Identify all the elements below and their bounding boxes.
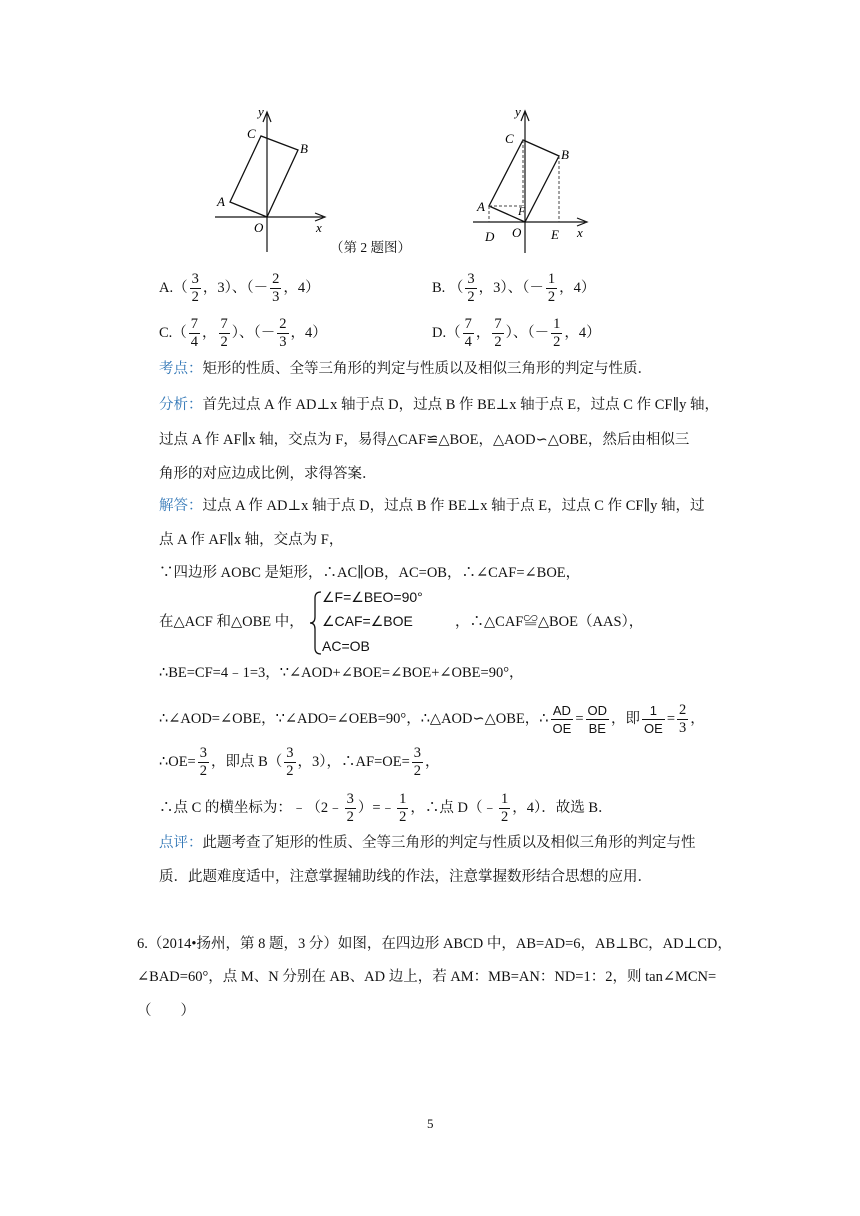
- fig1-label-x: x: [316, 220, 322, 235]
- fig1-label-b: B: [300, 141, 308, 156]
- option-d[interactable]: D.（ $\frac{7}{4}$ ， $\frac{7}{2}$ ）、（－ $\frac{1}{2}$ ，4）: [432, 316, 601, 350]
- fenxi-label: 分析：: [159, 397, 203, 413]
- kaodian-label: 考点：: [159, 361, 203, 377]
- fenxi-line-2: 过点 A 作 AF∥x 轴，交点为 F，易得△CAF≌△BOE，△AOD∽△OBE，然后由相似三: [159, 432, 690, 448]
- question-6-line-3: （ ）: [137, 1003, 195, 1019]
- dianping-label: 点评：: [159, 835, 203, 851]
- fig2-label-b: B: [561, 147, 569, 162]
- fig2-label-y: y: [515, 105, 521, 119]
- option-c[interactable]: C.（ $\frac{7}{4}$ ， $\frac{7}{2}$ ）、（－ $\frac{2}{3}$ ，4）: [159, 316, 327, 350]
- dianping-line-1: 点评：此题考查了矩形的性质、全等三角形的判定与性质以及相似三角形的判定与性: [159, 835, 696, 851]
- fig2-label-f: F: [518, 204, 526, 218]
- fig2-label-e: E: [551, 227, 559, 242]
- fig2-label-c: C: [505, 131, 514, 146]
- jieda-line-2: 点 A 作 AF∥x 轴，交点为 F，: [159, 532, 344, 548]
- jieda-line-6: ∴∠AOD=∠OBE，∵∠ADO=∠OEB=90°，∴△AOD∽△OBE，∴ $\frac{AD}{OE}$ = $\frac{OD}{BE}$ ，即 $\frac{1}{OE}$ = $\frac{2}{3}$ ，: [159, 702, 705, 736]
- page-number: 5: [427, 1116, 434, 1131]
- figure-2: [468, 105, 590, 255]
- jieda-line-4-post: ，∴△CAF≌△BOE（AAS），: [455, 614, 644, 630]
- option-b[interactable]: B. （ $\frac{3}{2}$ ，3）、（－ $\frac{1}{2}$ ，4）: [432, 271, 596, 305]
- jieda-line-4: 在△ACF 和△OBE 中，: [159, 614, 304, 630]
- dianping-line-2: 质．此题难度适中，注意掌握辅助线的作法，注意掌握数形结合思想的应用．: [159, 869, 652, 885]
- jieda-line-5: ∴BE=CF=4﹣1=3，∵∠AOD+∠BOE=∠BOE+∠OBE=90°，: [159, 665, 524, 681]
- option-a[interactable]: A.（ $\frac{3}{2}$ ，3）、（－ $\frac{2}{3}$ ，4）: [159, 271, 320, 305]
- figure-1: [195, 102, 330, 257]
- fenxi-line-3: 角形的对应边成比例，求得答案．: [159, 466, 377, 482]
- fig1-label-y: y: [258, 104, 264, 119]
- fig2-label-x: x: [577, 225, 583, 240]
- brace: [309, 590, 323, 656]
- jieda-line-3: ∵四边形 AOBC 是矩形，∴AC∥OB，AC=OB，∴∠CAF=∠BOE，: [159, 565, 581, 581]
- fig2-label-d: D: [485, 229, 495, 244]
- jieda-line-8: ∴点 C 的横坐标为：﹣（2﹣ $\frac{3}{2}$ ）=﹣ $\frac{1}{2}$ ，∴点 D（﹣ $\frac{1}{2}$ ，4）．故选 B．: [159, 791, 613, 825]
- system-eq-3: AC=OB: [322, 638, 370, 654]
- figure-caption: （第 2 题图）: [330, 240, 411, 255]
- question-6-line-2: ∠BAD=60°，点 M、N 分别在 AB、AD 边上，若 AM：MB=AN：ND=1：2，则 tan∠MCN=: [137, 969, 717, 985]
- jieda-line-7: ∴OE= $\frac{3}{2}$ ，即点 B（ $\frac{3}{2}$ ，3），∴AF=OE= $\frac{3}{2}$ ，: [159, 745, 440, 779]
- question-6-line-1: 6.（2014•扬州，第 8 题，3 分）如图，在四边形 ABCD 中，AB=AD=6，AB⊥BC，AD⊥CD，: [137, 936, 732, 952]
- fig2-label-o: O: [512, 225, 522, 240]
- fig2-label-a: A: [477, 199, 485, 214]
- system-eq-2: ∠CAF=∠BOE: [322, 613, 413, 629]
- kaodian: 考点：矩形的性质、全等三角形的判定与性质以及相似三角形的判定与性质．: [159, 361, 652, 377]
- jieda-line-1: 解答：过点 A 作 AD⊥x 轴于点 D，过点 B 作 BE⊥x 轴于点 E，过点 C 作 CF∥y 轴，过: [159, 498, 705, 514]
- fig1-label-o: O: [254, 220, 264, 235]
- fenxi-line-1: 分析：首先过点 A 作 AD⊥x 轴于点 D，过点 B 作 BE⊥x 轴于点 E，过点 C 作 CF∥y 轴，: [159, 397, 720, 413]
- system-eq-1: ∠F=∠BEO=90°: [322, 589, 423, 605]
- fig1-label-a: A: [217, 194, 225, 209]
- fig1-label-c: C: [247, 126, 256, 141]
- jieda-label: 解答：: [159, 498, 203, 514]
